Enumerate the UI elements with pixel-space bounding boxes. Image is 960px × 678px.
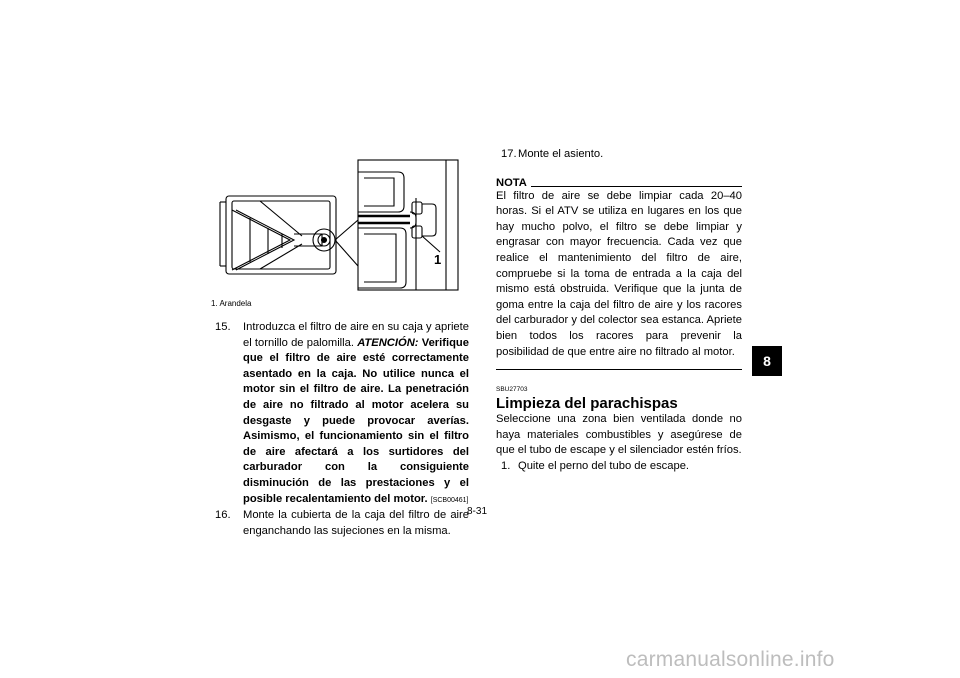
attention-label: ATENCIÓN: (357, 336, 419, 349)
section-intro: Seleccione una zona bien ventilada donde no haya materiales combustibles y asegúrese de que el tubo de escape y el silenciador estén fríos. (496, 413, 742, 457)
step-number: 1. (501, 459, 511, 472)
chapter-tab: 8 (752, 346, 782, 376)
callout-number: 1 (434, 252, 442, 267)
note-header (496, 173, 742, 189)
step-text: Introduzca el filtro de aire en su caja y apriete el tornillo de palomilla. (243, 321, 469, 349)
step-16 (211, 508, 469, 539)
step-15 (211, 320, 469, 508)
note-end-rule (496, 369, 742, 370)
right-column (496, 147, 742, 475)
step-1 (496, 459, 742, 475)
step-number: 15. (215, 321, 231, 333)
left-column (211, 320, 469, 539)
step-number: 16. (215, 509, 231, 522)
air-filter-illustration (210, 158, 465, 294)
page-number: 8-31 (467, 506, 488, 517)
reference-code: [SCB00461] (430, 496, 469, 504)
step-17 (496, 147, 742, 163)
section-code: SBU27703 (496, 386, 528, 394)
step-text: Quite el perno del tubo de escape. (518, 459, 690, 472)
watermark: carmanualsonline.info (626, 648, 835, 671)
air-filter-box-drawing (210, 158, 465, 294)
section-title: Limpieza del parachispas (496, 395, 678, 413)
note-text: El filtro de aire se debe limpiar cada 20–40 horas. Si el ATV se utiliza en lugares en los que hay mucho polvo, el filtro se debe limpiar y engrasar con mayor frecuencia. Cada vez que realice el mantenimiento del filtro de aire, compruebe si la toma de entrada a la caja del mismo está obstruida. Verifique que la junta de goma entre la caja del filtro de aire y los racores del carburador y del colector sea estanca. Apriete bien todos los racores para prevenir la posibilidad de que entre aire no filtrado al motor. (496, 189, 742, 358)
note-rule (531, 186, 742, 187)
step-number: 17. (501, 148, 517, 160)
step-text: Monte la cubierta de la caja del filtro de aire enganchando las sujeciones en la misma. (243, 509, 469, 537)
figure-caption: 1. Arandela (211, 299, 252, 308)
note-label: NOTA (496, 176, 527, 189)
warning-text: Verifique que el filtro de aire esté correctamente asentado en la caja. No utilice nunca el motor sin el filtro de aire. La penetración de aire no filtrado al motor acelera su desgaste y puede provocar averías. Asimismo, el funcionamiento sin el filtro de aire afectará a los surtidores del carburador con la consiguiente disminución de las prestaciones y el posible recalentamiento del motor. (243, 336, 469, 505)
step-text: Monte el asiento. (518, 148, 604, 160)
